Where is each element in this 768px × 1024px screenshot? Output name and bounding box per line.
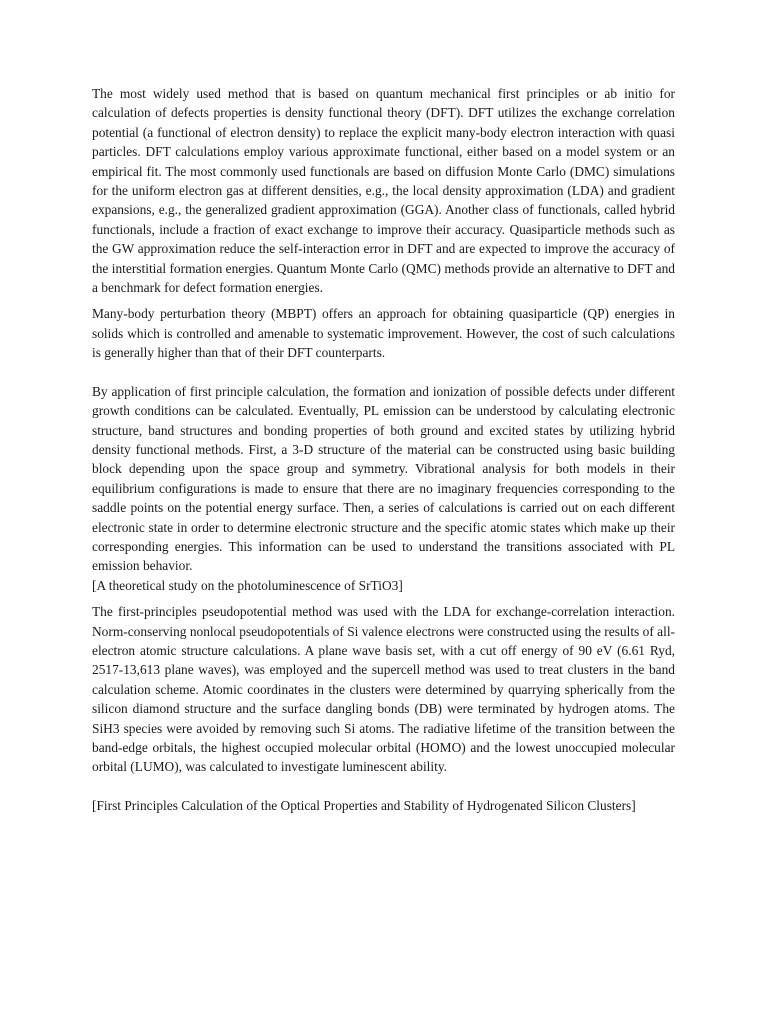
- paragraph-spacer: [92, 777, 675, 796]
- paragraph-dft-methods: The most widely used method that is based on quantum mechanical first principles or ab initio for calculation of defects properties is density functional theory (DFT). DFT utilizes the exchange correlation potential (a functional of electron density) to replace the explicit many-body electron interaction with quasi particles. DFT calculations employ various approximate functional, either based on a model system or an empirical fit. The most commonly used functionals are based on diffusion Monte Carlo (DMC) simulations for the uniform electron gas at different densities, e.g., the local density approximation (LDA) and gradient expansions, e.g., the generalized gradient approximation (GGA). Another class of functionals, called hybrid functionals, include a fraction of exact exchange to improve their accuracy. Quasiparticle methods such as the GW approximation reduce the self-interaction error in DFT and are expected to improve the accuracy of the interstitial formation energies. Quantum Monte Carlo (QMC) methods provide an alternative to DFT and a benchmark for defect formation energies.: [92, 86, 675, 296]
- document-page: [92, 84, 675, 815]
- citation-srtio3: [A theoretical study on the photoluminescence of SrTiO3]: [92, 577, 403, 593]
- paragraph-pseudopotential-method: The first-principles pseudopotential method was used with the LDA for exchange-correlation interaction. Norm-conserving nonlocal pseudopotentials of Si valence electrons were constructed using the results of all-electron atomic structure calculations. A plane wave basis set, with a cut off energy of 90 eV (6.61 Ryd, 2517-13,613 plane waves), was employed and the supercell method was used to treat clusters in the band calculation scheme. Atomic coordinates in the clusters were determined by quarrying spherically from the silicon diamond structure and the surface dangling bonds (DB) were terminated by hydrogen atoms. The SiH3 species were avoided by removing such Si atoms. The radiative lifetime of the transition between the band-edge orbitals, the highest occupied molecular orbital (HOMO) and the lowest unoccupied molecular orbital (LUMO), was calculated to investigate luminescent ability.: [92, 604, 675, 775]
- paragraph-first-principle-application: By application of first principle calculation, the formation and ionization of possible defects under different growth conditions can be calculated. Eventually, PL emission can be understood by calculating electronic structure, band structures and bonding properties of both ground and excited states by utilizing hybrid density functional methods. First, a 3-D structure of the material can be constructed using basic building block depending upon the space group and symmetry. Vibrational analysis for both models in their equilibrium configurations is made to ensure that there are no imaginary frequencies corresponding to the saddle points on the potential energy surface. Then, a series of calculations is carried out on each different electronic state in order to determine electronic structure and the specific atomic states which make up their corresponding energies. This information can be used to understand the transitions associated with PL emission behavior.: [92, 383, 675, 574]
- citation-silicon-clusters: [First Principles Calculation of the Optical Properties and Stability of Hydrogenated Silicon Clusters]: [92, 797, 636, 813]
- paragraph-mbpt: Many-body perturbation theory (MBPT) offers an approach for obtaining quasiparticle (QP) energies in solids which is controlled and amenable to systematic improvement. However, the cost of such calculations is generally higher than that of their DFT counterparts.: [92, 306, 675, 361]
- paragraph-spacer: [92, 297, 675, 304]
- paragraph-spacer: [92, 595, 675, 602]
- paragraph-spacer: [92, 363, 675, 382]
